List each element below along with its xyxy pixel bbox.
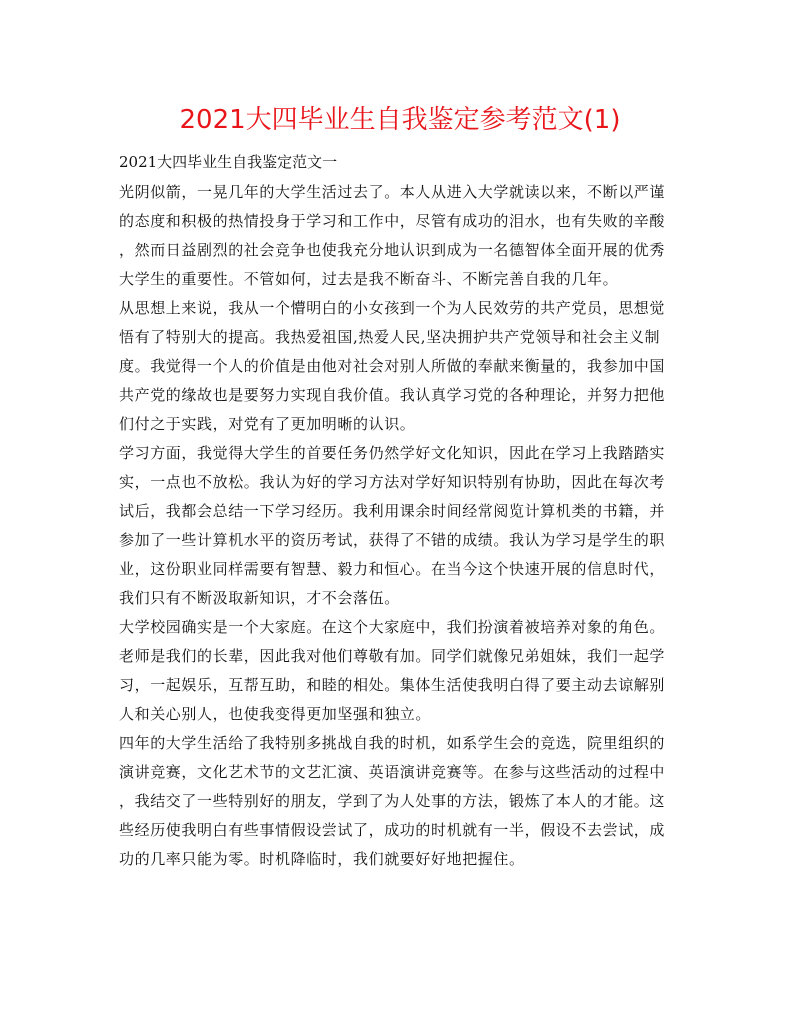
text-line: ，我结交了一些特别好的朋友，学到了为人处事的方法，锻炼了本人的才能。这 bbox=[119, 792, 666, 810]
text-line: 习，一起娱乐，互帮互助，和睦的相处。集体生活使我明白得了要主动去谅解别 bbox=[119, 676, 666, 694]
text-line: 演讲竞赛，文化艺术节的文艺汇演、英语演讲竞赛等。在参与这些活动的过程中 bbox=[119, 763, 666, 781]
text-line: 试后，我都会总结一下学习经历。我利用课余时间经常阅览计算机类的书籍，并 bbox=[119, 502, 666, 520]
text-line: 我们只有不断汲取新知识，才不会落伍。 bbox=[119, 589, 400, 607]
text-line: 功的几率只能为零。时机降临时，我们就要好好地把握住。 bbox=[119, 850, 525, 868]
paragraph bbox=[119, 613, 685, 729]
text-line: 四年的大学生活给了我特别多挑战自我的时机，如系学生会的竞选，院里组织的 bbox=[119, 734, 666, 752]
text-line: 大学校园确实是一个大家庭。在这个大家庭中，我们扮演着被培养对象的角色。 bbox=[119, 618, 666, 636]
document-subtitle: 2021大四毕业生自我鉴定范文一 bbox=[119, 153, 338, 171]
paragraph bbox=[119, 178, 685, 294]
text-line: 老师是我们的长辈，因此我对他们尊敬有加。同学们就像兄弟姐妹，我们一起学 bbox=[119, 647, 666, 665]
document-title: 2021大四毕业生自我鉴定参考范文(1) bbox=[179, 105, 621, 135]
text-line: 实，一点也不放松。我认为好的学习方法对学好知识特别有协助，因此在每次考 bbox=[119, 473, 666, 491]
text-line: 们付之于实践，对党有了更加明晰的认识。 bbox=[119, 415, 416, 433]
text-line: 共产党的缘故也是要努力实现自我价值。我认真学习党的各种理论，并努力把他 bbox=[119, 386, 666, 404]
text-line: 参加了一些计算机水平的资历考试，获得了不错的成绩。我认为学习是学生的职 bbox=[119, 531, 666, 549]
text-line: 从思想上来说，我从一个懵明白的小女孩到一个为人民效劳的共产党员，思想觉 bbox=[119, 299, 666, 317]
text-line: 大学生的重要性。不管如何，过去是我不断奋斗、不断完善自我的几年。 bbox=[119, 270, 619, 288]
text-line: 人和关心别人，也使我变得更加坚强和独立。 bbox=[119, 705, 432, 723]
paragraph bbox=[119, 439, 685, 613]
text-line: 的态度和积极的热情投身于学习和工作中，尽管有成功的泪水，也有失败的辛酸 bbox=[119, 212, 666, 230]
text-line: 度。我觉得一个人的价值是由他对社会对别人所做的奉献来衡量的，我参加中国 bbox=[119, 357, 666, 375]
document-body bbox=[119, 146, 685, 874]
text-line: 学习方面，我觉得大学生的首要任务仍然学好文化知识，因此在学习上我踏踏实 bbox=[119, 444, 666, 462]
paragraph bbox=[119, 729, 685, 874]
text-line: 些经历使我明白有些事情假设尝试了，成功的时机就有一半，假设不去尝试，成 bbox=[119, 821, 666, 839]
paragraph bbox=[119, 294, 685, 439]
text-line: 光阴似箭，一晃几年的大学生活过去了。本人从进入大学就读以来，不断以严谨 bbox=[119, 183, 666, 201]
text-line: 悟有了特别大的提高。我热爱祖国,热爱人民,坚决拥护共产党领导和社会主义制 bbox=[119, 328, 661, 346]
text-line: 业，这份职业同样需要有智慧、毅力和恒心。在当今这个快速开展的信息时代， bbox=[119, 560, 666, 578]
text-line: ，然而日益剧烈的社会竞争也使我充分地认识到成为一名德智体全面开展的优秀 bbox=[119, 241, 666, 259]
